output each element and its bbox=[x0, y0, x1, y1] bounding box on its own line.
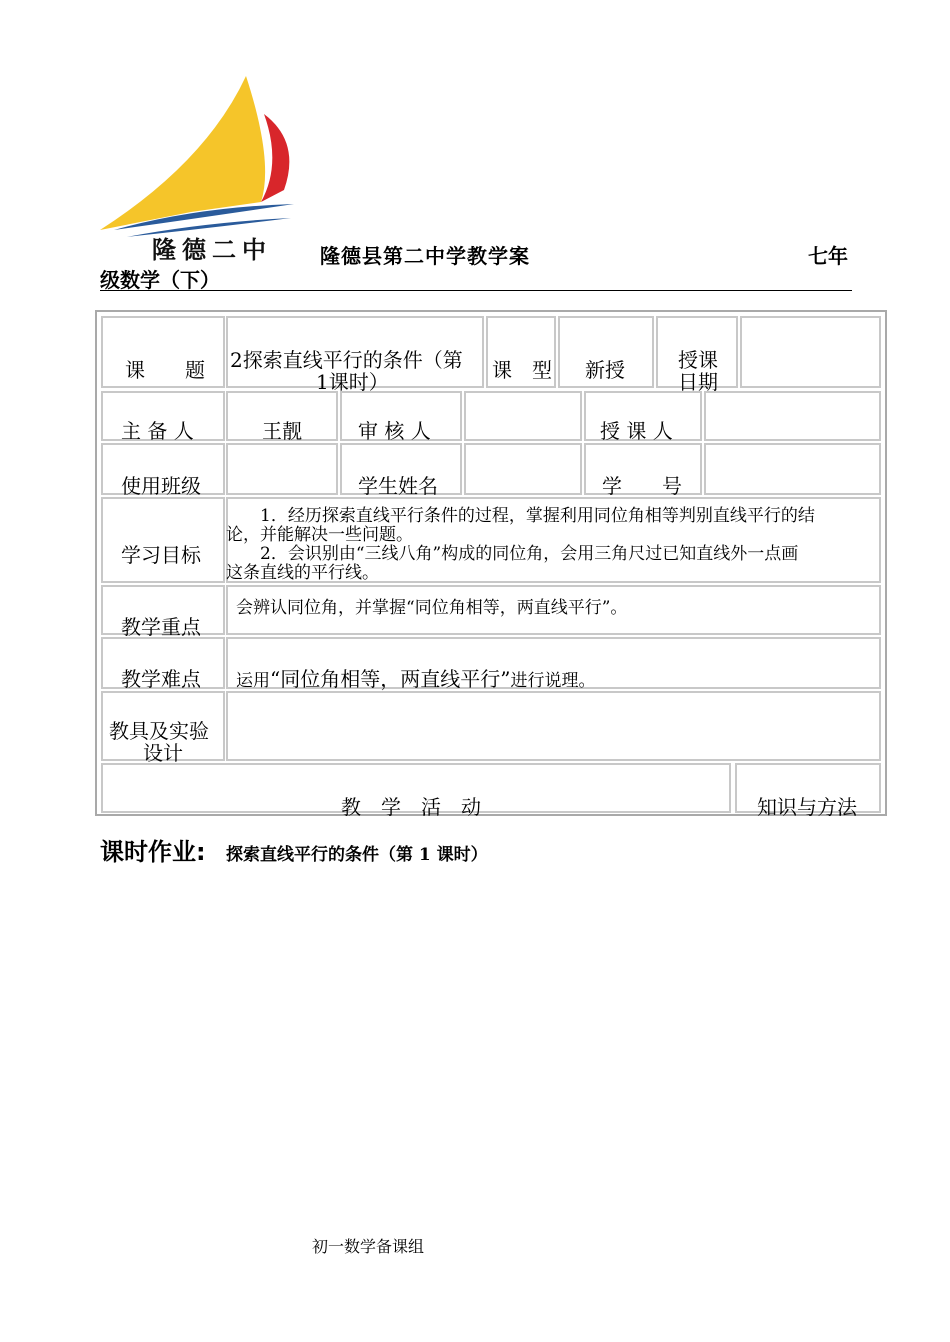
preparer-value-cell bbox=[226, 391, 338, 441]
key-value-cell bbox=[226, 585, 881, 635]
sail-red-shape bbox=[261, 114, 289, 202]
class-value-cell bbox=[226, 443, 338, 495]
homework-title: 课时作业: bbox=[100, 838, 206, 866]
teacher-label-cell bbox=[584, 391, 702, 441]
difficulty-prefix: 运用 bbox=[236, 671, 270, 691]
topic-label: 课 题 bbox=[125, 358, 205, 382]
number-label: 学 号 bbox=[602, 474, 682, 498]
difficulty-label: 教学难点 bbox=[121, 667, 201, 691]
teacher-label: 授 课 人 bbox=[600, 419, 673, 443]
difficulty-label-cell bbox=[101, 637, 225, 689]
method-label: 知识与方法 bbox=[757, 795, 857, 819]
goals-line3: 2．会识别由“三线八角”构成的同位角，会用三角尺过已知直线外一点画 bbox=[226, 544, 799, 564]
lesson-plan-table bbox=[95, 310, 887, 819]
number-label-cell bbox=[584, 443, 702, 498]
subject-label: 级数学（下） bbox=[100, 268, 220, 292]
activity-label: 教 学 活 动 bbox=[341, 795, 481, 819]
preparer-value: 王靓 bbox=[262, 419, 302, 443]
student-value-cell bbox=[464, 443, 582, 495]
difficulty-value bbox=[236, 663, 595, 692]
key-label: 教学重点 bbox=[121, 615, 201, 639]
student-label-cell bbox=[340, 443, 462, 498]
date-label-line2: 日期 bbox=[678, 370, 718, 394]
header-divider bbox=[100, 290, 852, 291]
class-label: 使用班级 bbox=[121, 474, 201, 498]
type-label: 课 型 bbox=[492, 358, 552, 382]
goals-line1: 1．经历探索直线平行条件的过程，掌握利用同位角相等判别直线平行的结 bbox=[226, 506, 815, 526]
key-value: 会辨认同位角，并掌握“同位角相等，两直线平行”。 bbox=[236, 598, 628, 618]
key-label-cell bbox=[101, 585, 225, 639]
student-label: 学生姓名 bbox=[358, 474, 438, 498]
tools-label-cell bbox=[101, 691, 225, 765]
teacher-value-cell bbox=[704, 391, 881, 441]
homework-text: 探索直线平行的条件（第 1 课时） bbox=[226, 845, 488, 865]
type-label-cell bbox=[486, 316, 556, 388]
school-logo bbox=[96, 72, 301, 247]
sail-yellow-shape bbox=[100, 76, 265, 230]
tools-label-line1: 教具及实验 bbox=[109, 719, 209, 743]
document-title: 隆德县第二中学教学案 bbox=[320, 244, 530, 268]
tools-label-line2: 设计 bbox=[143, 741, 183, 765]
date-label-cell bbox=[656, 316, 738, 394]
goals-line2: 论，并能解决一些问题。 bbox=[226, 525, 413, 545]
reviewer-value-cell bbox=[464, 391, 582, 441]
tools-value-cell bbox=[226, 691, 881, 761]
goals-label-cell bbox=[101, 497, 225, 583]
difficulty-suffix: 进行说理。 bbox=[510, 671, 596, 691]
goals-line4: 这条直线的平行线。 bbox=[226, 563, 379, 583]
difficulty-main: “同位角相等，两直线平行” bbox=[270, 667, 511, 691]
number-value-cell bbox=[704, 443, 881, 495]
type-value: 新授 bbox=[585, 358, 625, 382]
preparer-label: 主 备 人 bbox=[121, 419, 194, 443]
logo-text: 隆德二中 bbox=[152, 235, 272, 264]
goals-label: 学习目标 bbox=[121, 543, 201, 567]
preparer-label-cell bbox=[101, 391, 225, 441]
date-value-cell bbox=[740, 316, 881, 388]
grade-label: 七年 bbox=[808, 244, 848, 268]
goals-value-cell bbox=[226, 497, 881, 583]
topic-value-line1: 2探索直线平行的条件（第 bbox=[230, 348, 463, 372]
reviewer-label: 审 核 人 bbox=[358, 419, 431, 443]
footer-text: 初一数学备课组 bbox=[312, 1237, 425, 1256]
reviewer-label-cell bbox=[340, 391, 462, 441]
difficulty-value-cell bbox=[226, 637, 881, 689]
method-header-cell bbox=[735, 763, 881, 819]
topic-value-line2: 1课时） bbox=[316, 370, 389, 394]
activity-header-cell bbox=[101, 763, 731, 819]
class-label-cell bbox=[101, 443, 225, 498]
topic-value-cell bbox=[226, 316, 484, 394]
type-value-cell bbox=[558, 316, 654, 388]
topic-label-cell bbox=[101, 316, 225, 388]
date-label-line1: 授课 bbox=[678, 348, 718, 372]
